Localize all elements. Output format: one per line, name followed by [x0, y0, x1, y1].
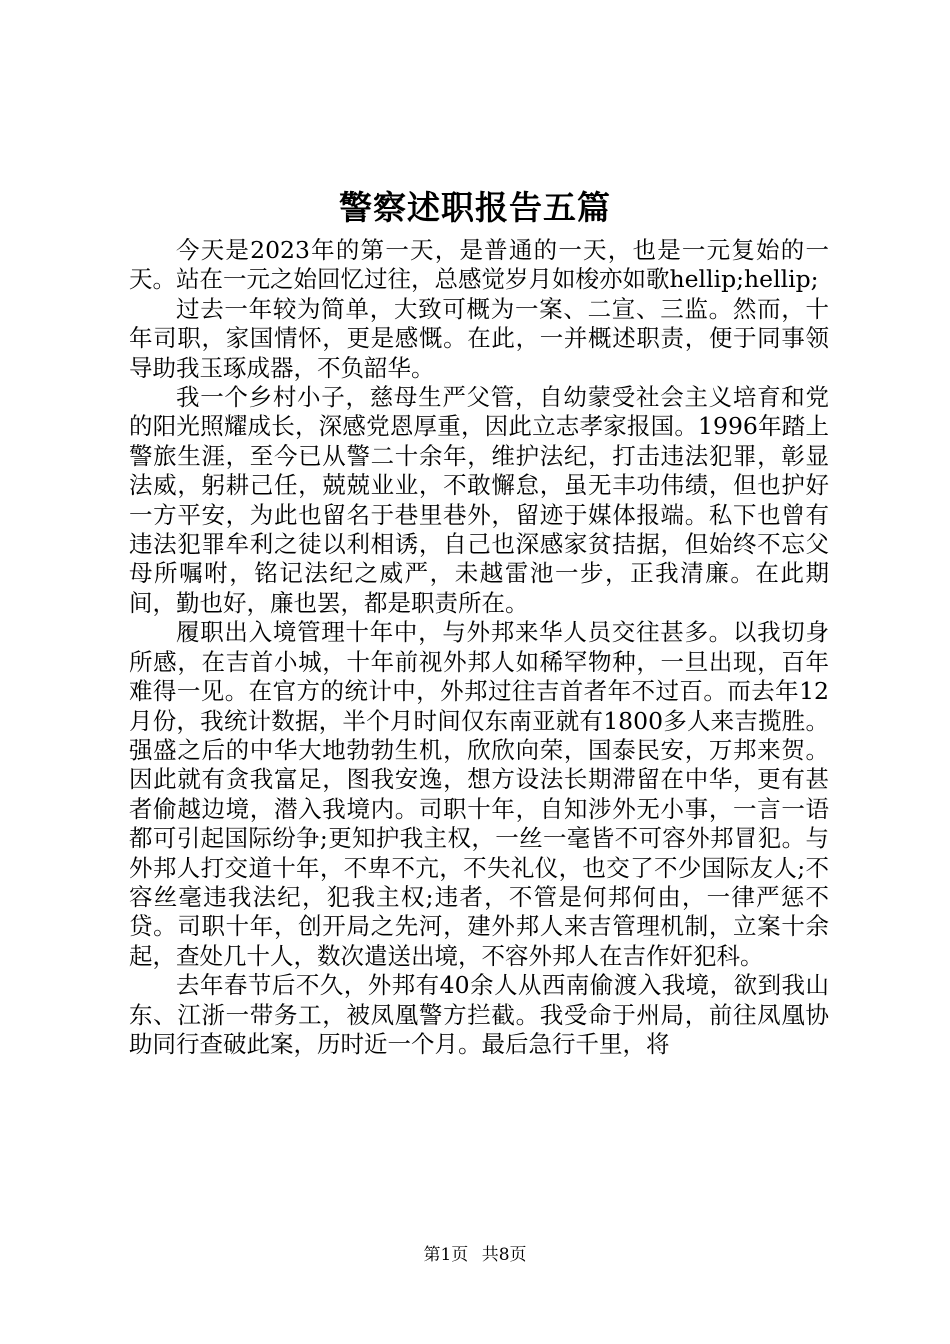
- document-body: [129, 236, 829, 1059]
- paragraph: 今天是2023年的第一天，是普通的一天，也是一元复始的一天。站在一元之始回忆过往，总感觉岁月如梭亦如歌hellip;hellip;: [129, 236, 829, 294]
- paragraph: 我一个乡村小子，慈母生严父管，自幼蒙受社会主义培育和党的阳光照耀成长，深感党恩厚重，因此立志孝家报国。1996年踏上警旅生涯，至今已从警二十余年，维护法纪，打击违法犯罪，彰显法威，躬耕己任，兢兢业业，不敢懈怠，虽无丰功伟绩，但也护好一方平安，为此也留名于巷里巷外，留迹于媒体报端。私下也曾有违法犯罪牟利之徒以利相诱，自己也深感家贫拮据，但始终不忘父母所嘱咐，铭记法纪之威严，未越雷池一步，正我清廉。在此期间，勤也好，廉也罢，都是职责所在。: [129, 383, 829, 617]
- paragraph: 过去一年较为简单，大致可概为一案、二宣、三监。然而，十年司职，家国情怀，更是感慨。在此，一并概述职责，便于同事领导助我玉琢成器，不负韶华。: [129, 294, 829, 382]
- paragraph: 履职出入境管理十年中，与外邦来华人员交往甚多。以我切身所感，在吉首小城，十年前视外邦人如稀罕物种，一旦出现，百年难得一见。在官方的统计中，外邦过往吉首者年不过百。而去年12月份，我统计数据，半个月时间仅东南亚就有1800多人来吉揽胜。强盛之后的中华大地勃勃生机，欣欣向荣，国泰民安，万邦来贺。因此就有贪我富足，图我安逸，想方设法长期滞留在中华，更有甚者偷越边境，潜入我境内。司职十年，自知涉外无小事，一言一语都可引起国际纷争;更知护我主权，一丝一毫皆不可容外邦冒犯。与外邦人打交道十年，不卑不亢，不失礼仪，也交了不少国际友人;不容丝毫违我法纪，犯我主权;违者，不管是何邦何由，一律严惩不贷。司职十年，创开局之先河，建外邦人来吉管理机制，立案十余起，查处几十人，数次遣送出境，不容外邦人在吉作奸犯科。: [129, 618, 829, 970]
- document-title: 警察述职报告五篇: [339, 188, 611, 227]
- page-footer: [0, 1244, 950, 1266]
- page-total: 共8页: [481, 1245, 527, 1265]
- paragraph: 去年春节后不久，外邦有40余人从西南偷渡入我境，欲到我山东、江浙一带务工，被凤凰警方拦截。我受命于州局，前往凤凰协助同行查破此案，历时近一个月。最后急行千里，将: [129, 971, 829, 1058]
- page-number: 第1页: [423, 1245, 469, 1265]
